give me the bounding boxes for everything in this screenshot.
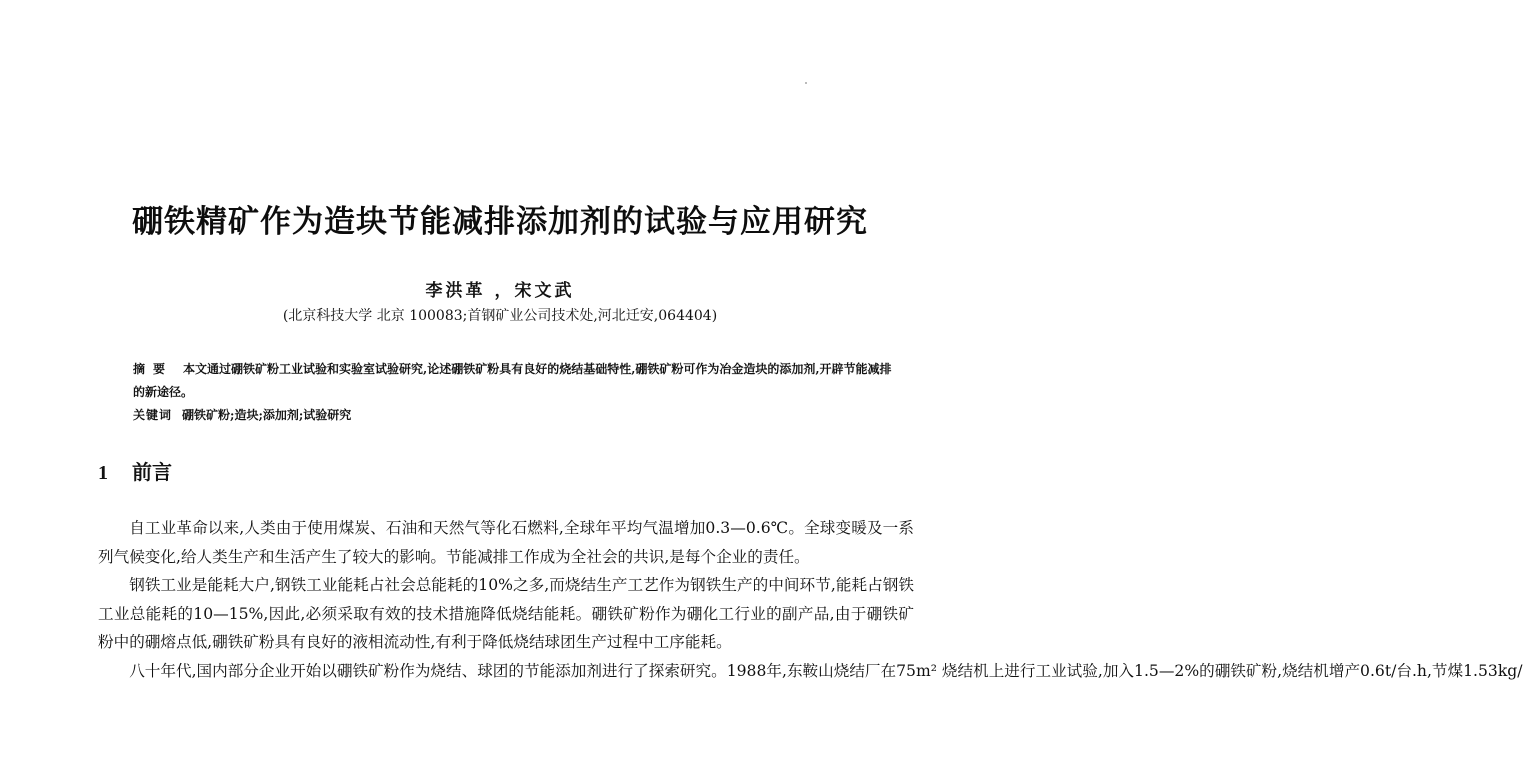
paper-authors: 李洪革 ，宋文武 xyxy=(425,281,575,301)
body-paragraph: 钢铁工业是能耗大户,钢铁工业能耗占社会总能耗的10%之多,而烧结生产工艺作为钢铁生产的中间环节,能耗占钢铁工业总能耗的10—15%,因此,必须采取有效的技术措施降低烧结能耗。硼铁矿粉作为硼化工行业的副产品,由于硼铁矿粉中的硼熔点低,硼铁矿粉具有良好的液相流动性,有利于降低烧结球团生产过程中工序能耗。 xyxy=(98,576,914,651)
keywords-line xyxy=(133,404,893,427)
scan-speck xyxy=(805,82,807,84)
body-text xyxy=(98,514,1523,685)
keywords-text: 硼铁矿粉;造块;添加剂;试验研究 xyxy=(182,408,352,422)
section-number: 1 xyxy=(98,462,108,484)
paper-affiliation: (北京科技大学 北京 100083;首钢矿业公司技术处,河北迁安,064404) xyxy=(282,308,718,324)
section-heading xyxy=(98,456,172,485)
abstract-paragraph xyxy=(133,358,893,404)
paper-title: 硼铁精矿作为造块节能减排添加剂的试验与应用研究 xyxy=(132,204,868,240)
keywords-label: 关键词 xyxy=(133,408,173,422)
body-paragraph: 自工业革命以来,人类由于使用煤炭、石油和天然气等化石燃料,全球年平均气温增加0.3—0.6℃。全球变暖及一系列气候变化,给人类生产和生活产生了较大的影响。节能减排工作成为全社会的共识,是每个企业的责任。 xyxy=(98,519,914,566)
abstract-label: 摘要 xyxy=(133,362,174,376)
body-paragraph: 八十年代,国内部分企业开始以硼铁矿粉作为烧结、球团的节能添加剂进行了探索研究。1988年,东鞍山烧结厂在75m² 烧结机上进行工业试验,加入1.5—2%的硼铁矿粉,烧结机增产0.6t/台.h,节煤1.53kg/ xyxy=(129,661,1523,680)
abstract-text: 本文通过硼铁矿粉工业试验和实验室试验研究,论述硼铁矿粉具有良好的烧结基础特性,硼铁矿粉可作为冶金造块的添加剂,开辟节能减排的新途径。 xyxy=(133,362,892,399)
section-title: 前言 xyxy=(132,460,172,484)
abstract-block xyxy=(133,358,893,427)
